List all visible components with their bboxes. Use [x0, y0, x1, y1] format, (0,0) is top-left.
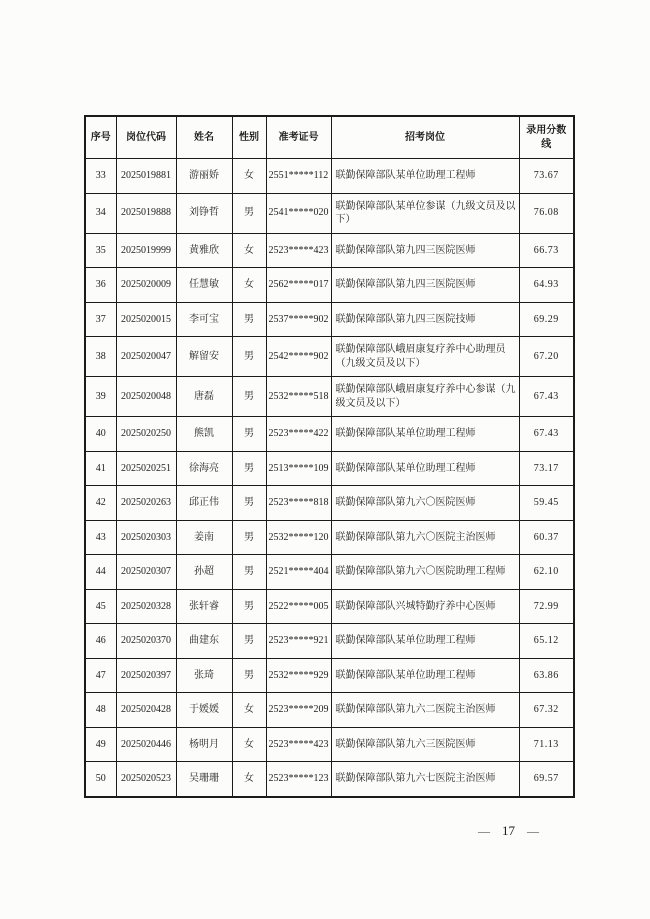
cell-code: 2025020446: [116, 727, 176, 762]
cell-name: 姜南: [176, 520, 232, 555]
cell-score: 67.32: [519, 693, 574, 728]
cell-name: 孙超: [176, 555, 232, 590]
column-header-position: 招考岗位: [331, 116, 519, 159]
cell-ticket: 2523*****123: [266, 762, 331, 797]
cell-position: 联勤保障部队第九六〇医院主治医师: [331, 520, 519, 555]
cell-ticket: 2522*****005: [266, 589, 331, 624]
table-row: [85, 486, 574, 521]
cell-gender: 男: [232, 658, 266, 693]
table-row: [85, 417, 574, 452]
cell-score: 76.08: [519, 193, 574, 233]
table-row: [85, 693, 574, 728]
cell-ticket: 2532*****120: [266, 520, 331, 555]
cell-seq: 36: [85, 268, 116, 303]
cell-gender: 男: [232, 520, 266, 555]
cell-seq: 42: [85, 486, 116, 521]
cell-code: 2025020048: [116, 377, 176, 417]
cell-seq: 37: [85, 302, 116, 337]
cell-score: 64.93: [519, 268, 574, 303]
cell-position: 联勤保障部队第九四三医院医师: [331, 233, 519, 268]
cell-name: 游丽娇: [176, 159, 232, 194]
page-number-dash-left: —: [478, 825, 490, 837]
table-row: [85, 520, 574, 555]
cell-ticket: 2523*****422: [266, 417, 331, 452]
cell-score: 72.99: [519, 589, 574, 624]
cell-seq: 33: [85, 159, 116, 194]
cell-seq: 43: [85, 520, 116, 555]
page-number-value: 17: [502, 823, 515, 838]
cell-position: 联勤保障部队某单位助理工程师: [331, 451, 519, 486]
cell-score: 62.10: [519, 555, 574, 590]
cell-name: 张轩睿: [176, 589, 232, 624]
cell-ticket: 2532*****518: [266, 377, 331, 417]
cell-code: 2025020370: [116, 624, 176, 659]
cell-seq: 39: [85, 377, 116, 417]
cell-name: 任慧敏: [176, 268, 232, 303]
cell-score: 67.43: [519, 417, 574, 452]
cell-seq: 49: [85, 727, 116, 762]
cell-seq: 38: [85, 337, 116, 377]
cell-code: 2025020009: [116, 268, 176, 303]
cell-ticket: 2523*****818: [266, 486, 331, 521]
cell-score: 69.57: [519, 762, 574, 797]
cell-name: 黄雅欣: [176, 233, 232, 268]
cell-seq: 46: [85, 624, 116, 659]
table-row: [85, 727, 574, 762]
cell-position: 联勤保障部队兴城特勤疗养中心医师: [331, 589, 519, 624]
cell-score: 66.73: [519, 233, 574, 268]
cell-score: 67.43: [519, 377, 574, 417]
cell-code: 2025020307: [116, 555, 176, 590]
table-row: [85, 159, 574, 194]
cell-score: 67.20: [519, 337, 574, 377]
cell-ticket: 2542*****902: [266, 337, 331, 377]
cell-code: 2025019999: [116, 233, 176, 268]
cell-seq: 44: [85, 555, 116, 590]
cell-score: 60.37: [519, 520, 574, 555]
cell-code: 2025020303: [116, 520, 176, 555]
cell-gender: 男: [232, 193, 266, 233]
cell-gender: 男: [232, 624, 266, 659]
cell-ticket: 2532*****929: [266, 658, 331, 693]
cell-code: 2025020397: [116, 658, 176, 693]
cell-gender: 女: [232, 693, 266, 728]
table-row: [85, 624, 574, 659]
table-body: [85, 159, 574, 797]
cell-ticket: 2523*****209: [266, 693, 331, 728]
cell-name: 杨明月: [176, 727, 232, 762]
column-header-score: 录用分数线: [519, 116, 574, 159]
cell-ticket: 2523*****423: [266, 233, 331, 268]
cell-position: 联勤保障部队某单位助理工程师: [331, 159, 519, 194]
cell-ticket: 2562*****017: [266, 268, 331, 303]
page-number-dash-right: —: [527, 825, 539, 837]
cell-gender: 男: [232, 451, 266, 486]
cell-position: 联勤保障部队某单位助理工程师: [331, 417, 519, 452]
cell-code: 2025020251: [116, 451, 176, 486]
cell-position: 联勤保障部队第九六〇医院助理工程师: [331, 555, 519, 590]
cell-code: 2025020250: [116, 417, 176, 452]
cell-score: 73.67: [519, 159, 574, 194]
cell-seq: 41: [85, 451, 116, 486]
cell-name: 熊凯: [176, 417, 232, 452]
cell-seq: 50: [85, 762, 116, 797]
cell-position: 联勤保障部队第九六七医院主治医师: [331, 762, 519, 797]
cell-name: 于媛媛: [176, 693, 232, 728]
column-header-name: 姓名: [176, 116, 232, 159]
cell-code: 2025020523: [116, 762, 176, 797]
cell-gender: 男: [232, 486, 266, 521]
cell-code: 2025019881: [116, 159, 176, 194]
cell-position: 联勤保障部队峨眉康复疗养中心助理员（九级文员及以下）: [331, 337, 519, 377]
table-row: [85, 451, 574, 486]
cell-gender: 女: [232, 233, 266, 268]
cell-gender: 男: [232, 377, 266, 417]
cell-position: 联勤保障部队第九六〇医院医师: [331, 486, 519, 521]
column-header-gender: 性别: [232, 116, 266, 159]
cell-code: 2025020328: [116, 589, 176, 624]
cell-seq: 45: [85, 589, 116, 624]
table-row: [85, 233, 574, 268]
cell-position: 联勤保障部队某单位助理工程师: [331, 658, 519, 693]
cell-name: 徐海亮: [176, 451, 232, 486]
table-row: [85, 762, 574, 797]
cell-name: 邱正伟: [176, 486, 232, 521]
cell-name: 刘铮哲: [176, 193, 232, 233]
table-row: [85, 193, 574, 233]
cell-score: 69.29: [519, 302, 574, 337]
score-table: [84, 115, 575, 798]
table-row: [85, 337, 574, 377]
cell-code: 2025020263: [116, 486, 176, 521]
cell-gender: 女: [232, 159, 266, 194]
cell-name: 曲建东: [176, 624, 232, 659]
table-row: [85, 268, 574, 303]
cell-score: 63.86: [519, 658, 574, 693]
cell-position: 联勤保障部队第九六二医院主治医师: [331, 693, 519, 728]
cell-ticket: 2523*****423: [266, 727, 331, 762]
column-header-ticket: 准考证号: [266, 116, 331, 159]
cell-score: 65.12: [519, 624, 574, 659]
cell-ticket: 2551*****112: [266, 159, 331, 194]
cell-score: 73.17: [519, 451, 574, 486]
cell-seq: 48: [85, 693, 116, 728]
column-header-code: 岗位代码: [116, 116, 176, 159]
cell-ticket: 2523*****921: [266, 624, 331, 659]
cell-score: 71.13: [519, 727, 574, 762]
cell-gender: 女: [232, 727, 266, 762]
cell-code: 2025019888: [116, 193, 176, 233]
page-number: [478, 823, 539, 839]
cell-seq: 40: [85, 417, 116, 452]
cell-ticket: 2521*****404: [266, 555, 331, 590]
cell-position: 联勤保障部队第九六三医院医师: [331, 727, 519, 762]
cell-gender: 男: [232, 589, 266, 624]
cell-gender: 男: [232, 337, 266, 377]
cell-name: 李可宝: [176, 302, 232, 337]
cell-seq: 35: [85, 233, 116, 268]
cell-seq: 34: [85, 193, 116, 233]
table-row: [85, 555, 574, 590]
cell-position: 联勤保障部队某单位助理工程师: [331, 624, 519, 659]
cell-code: 2025020428: [116, 693, 176, 728]
cell-gender: 男: [232, 417, 266, 452]
cell-position: 联勤保障部队第九四三医院技师: [331, 302, 519, 337]
cell-gender: 男: [232, 302, 266, 337]
cell-gender: 女: [232, 268, 266, 303]
cell-code: 2025020015: [116, 302, 176, 337]
table-row: [85, 658, 574, 693]
table-row: [85, 377, 574, 417]
cell-seq: 47: [85, 658, 116, 693]
cell-score: 59.45: [519, 486, 574, 521]
cell-gender: 女: [232, 762, 266, 797]
table-row: [85, 589, 574, 624]
column-header-seq: 序号: [85, 116, 116, 159]
cell-ticket: 2537*****902: [266, 302, 331, 337]
cell-position: 联勤保障部队峨眉康复疗养中心参谋（九级文员及以下）: [331, 377, 519, 417]
cell-name: 唐磊: [176, 377, 232, 417]
cell-name: 吴珊珊: [176, 762, 232, 797]
cell-position: 联勤保障部队某单位参谋（九级文员及以下）: [331, 193, 519, 233]
table-header-row: [85, 116, 574, 159]
cell-code: 2025020047: [116, 337, 176, 377]
cell-position: 联勤保障部队第九四三医院医师: [331, 268, 519, 303]
cell-gender: 男: [232, 555, 266, 590]
cell-name: 张琦: [176, 658, 232, 693]
cell-ticket: 2513*****109: [266, 451, 331, 486]
cell-ticket: 2541*****020: [266, 193, 331, 233]
table-row: [85, 302, 574, 337]
cell-name: 解留安: [176, 337, 232, 377]
